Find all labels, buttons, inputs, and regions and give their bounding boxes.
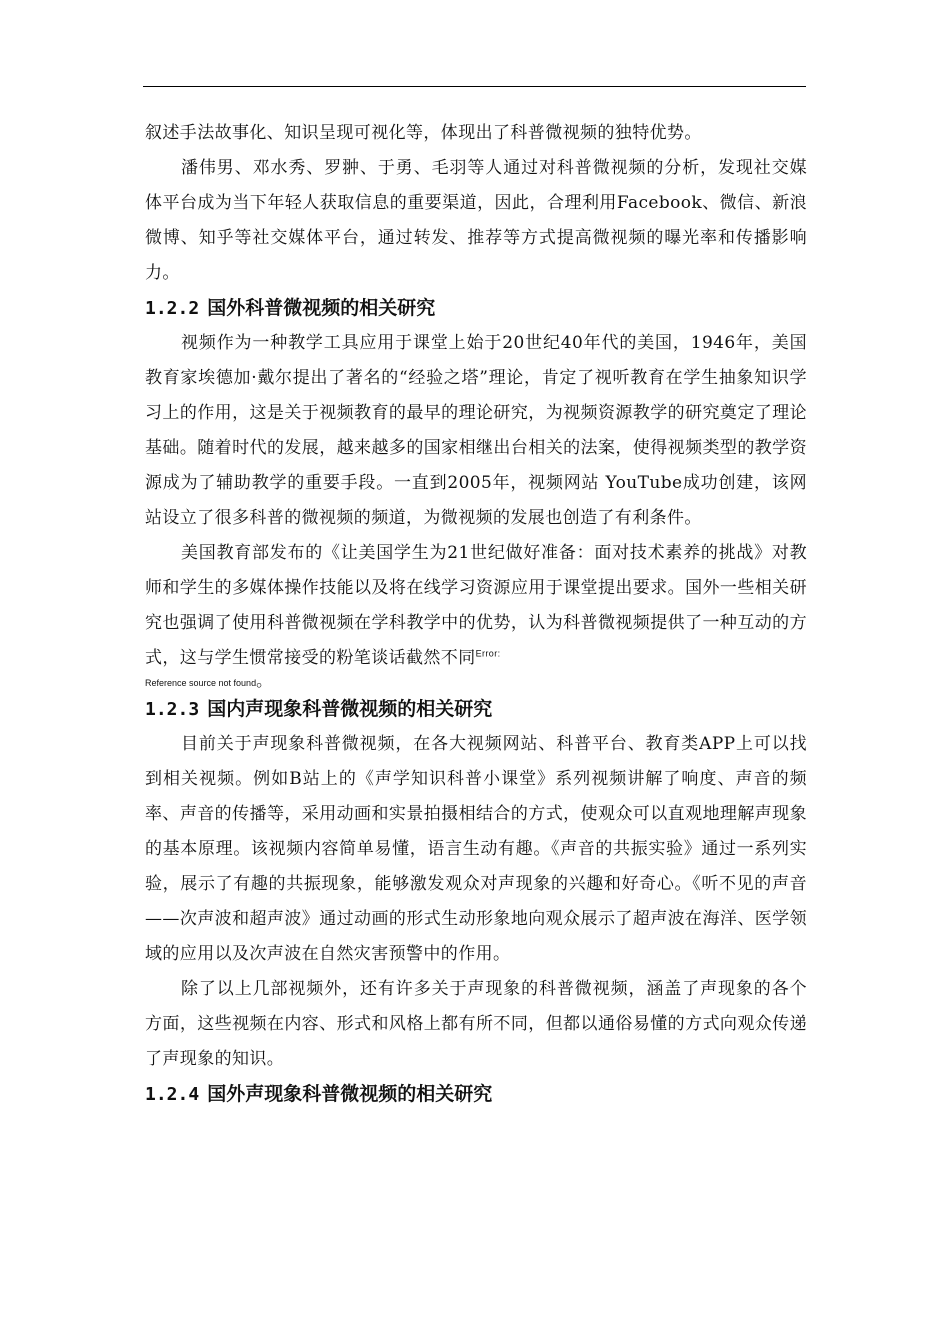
paragraph-social-media: 潘伟男、邓水秀、罗翀、于勇、毛羽等人通过对科普微视频的分析，发现社交媒体平台成为当下年轻人获取信息的重要渠道，因此，合理利用Facebook、微信、新浪微博、知乎等社交媒体平台，通过转发、推荐等方式提高微视频的曝光率和传播影响力。	[145, 158, 807, 283]
paragraph-us-education	[145, 536, 807, 676]
section-number: 1.2.2	[145, 298, 200, 319]
section-number: 1.2.3	[145, 699, 200, 720]
section-heading-1-2-2	[145, 291, 807, 326]
section-title: 国外声现象科普微视频的相关研究	[207, 1083, 493, 1105]
paragraph-domestic-videos: 目前关于声现象科普微视频，在各大视频网站、科普平台、教育类APP上可以找到相关视频。例如B站上的《声学知识科普小课堂》系列视频讲解了响度、声音的频率、声音的传播等，采用动画和实景拍摄相结合的方式，使观众可以直观地理解声现象的基本原理。该视频内容简单易懂，语言生动有趣。《声音的共振实验》通过一系列实验，展示了有趣的共振现象，能够激发观众对声现象的兴趣和好奇心。《听不见的声音——次声波和超声波》通过动画的形式生动形象地向观众展示了超声波在海洋、医学领域的应用以及次声波在自然灾害预警中的作用。	[145, 734, 807, 964]
citation-error-text: Reference source not found	[145, 678, 257, 688]
section-title: 国内声现象科普微视频的相关研究	[207, 698, 493, 720]
section-heading-1-2-3	[145, 692, 807, 727]
citation-end-punct: 。	[256, 671, 273, 690]
citation-error-marker: Error:	[475, 648, 501, 659]
intro-paragraph-tail: 叙述手法故事化、知识呈现可视化等，体现出了科普微视频的独特优势。	[145, 123, 702, 143]
paragraph-text: 美国教育部发布的《让美国学生为21世纪做好准备：面对技术素养的挑战》对教师和学生的多媒体操作技能以及将在线学习资源应用于课堂提出要求。国外一些相关研究也强调了使用科普微视频在学科教学中的优势，认为科普微视频提供了一种互动的方式，这与学生惯常接受的粉笔谈话截然不同	[145, 543, 807, 668]
section-heading-1-2-4	[145, 1077, 807, 1112]
section-title: 国外科普微视频的相关研究	[207, 297, 436, 319]
section-number: 1.2.4	[145, 1084, 200, 1105]
page-content	[145, 116, 807, 1112]
paragraph-video-history: 视频作为一种教学工具应用于课堂上始于20世纪40年代的美国，1946年，美国教育家埃德加·戴尔提出了著名的“经验之塔”理论，肯定了视听教育在学生抽象知识学习上的作用，这是关于视频教育的最早的理论研究，为视频资源教学的研究奠定了理论基础。随着时代的发展，越来越多的国家相继出台相关的法案，使得视频类型的教学资源成为了辅助教学的重要手段。一直到2005年，视频网站 YouTube成功创建，该网站设立了很多科普的微视频的频道，为微视频的发展也创造了有利条件。	[145, 333, 807, 528]
paragraph-other-videos: 除了以上几部视频外，还有许多关于声现象的科普微视频，涵盖了声现象的各个方面，这些视频在内容、形式和风格上都有所不同，但都以通俗易懂的方式向观众传递了声现象的知识。	[145, 979, 807, 1069]
header-rule	[143, 86, 806, 87]
